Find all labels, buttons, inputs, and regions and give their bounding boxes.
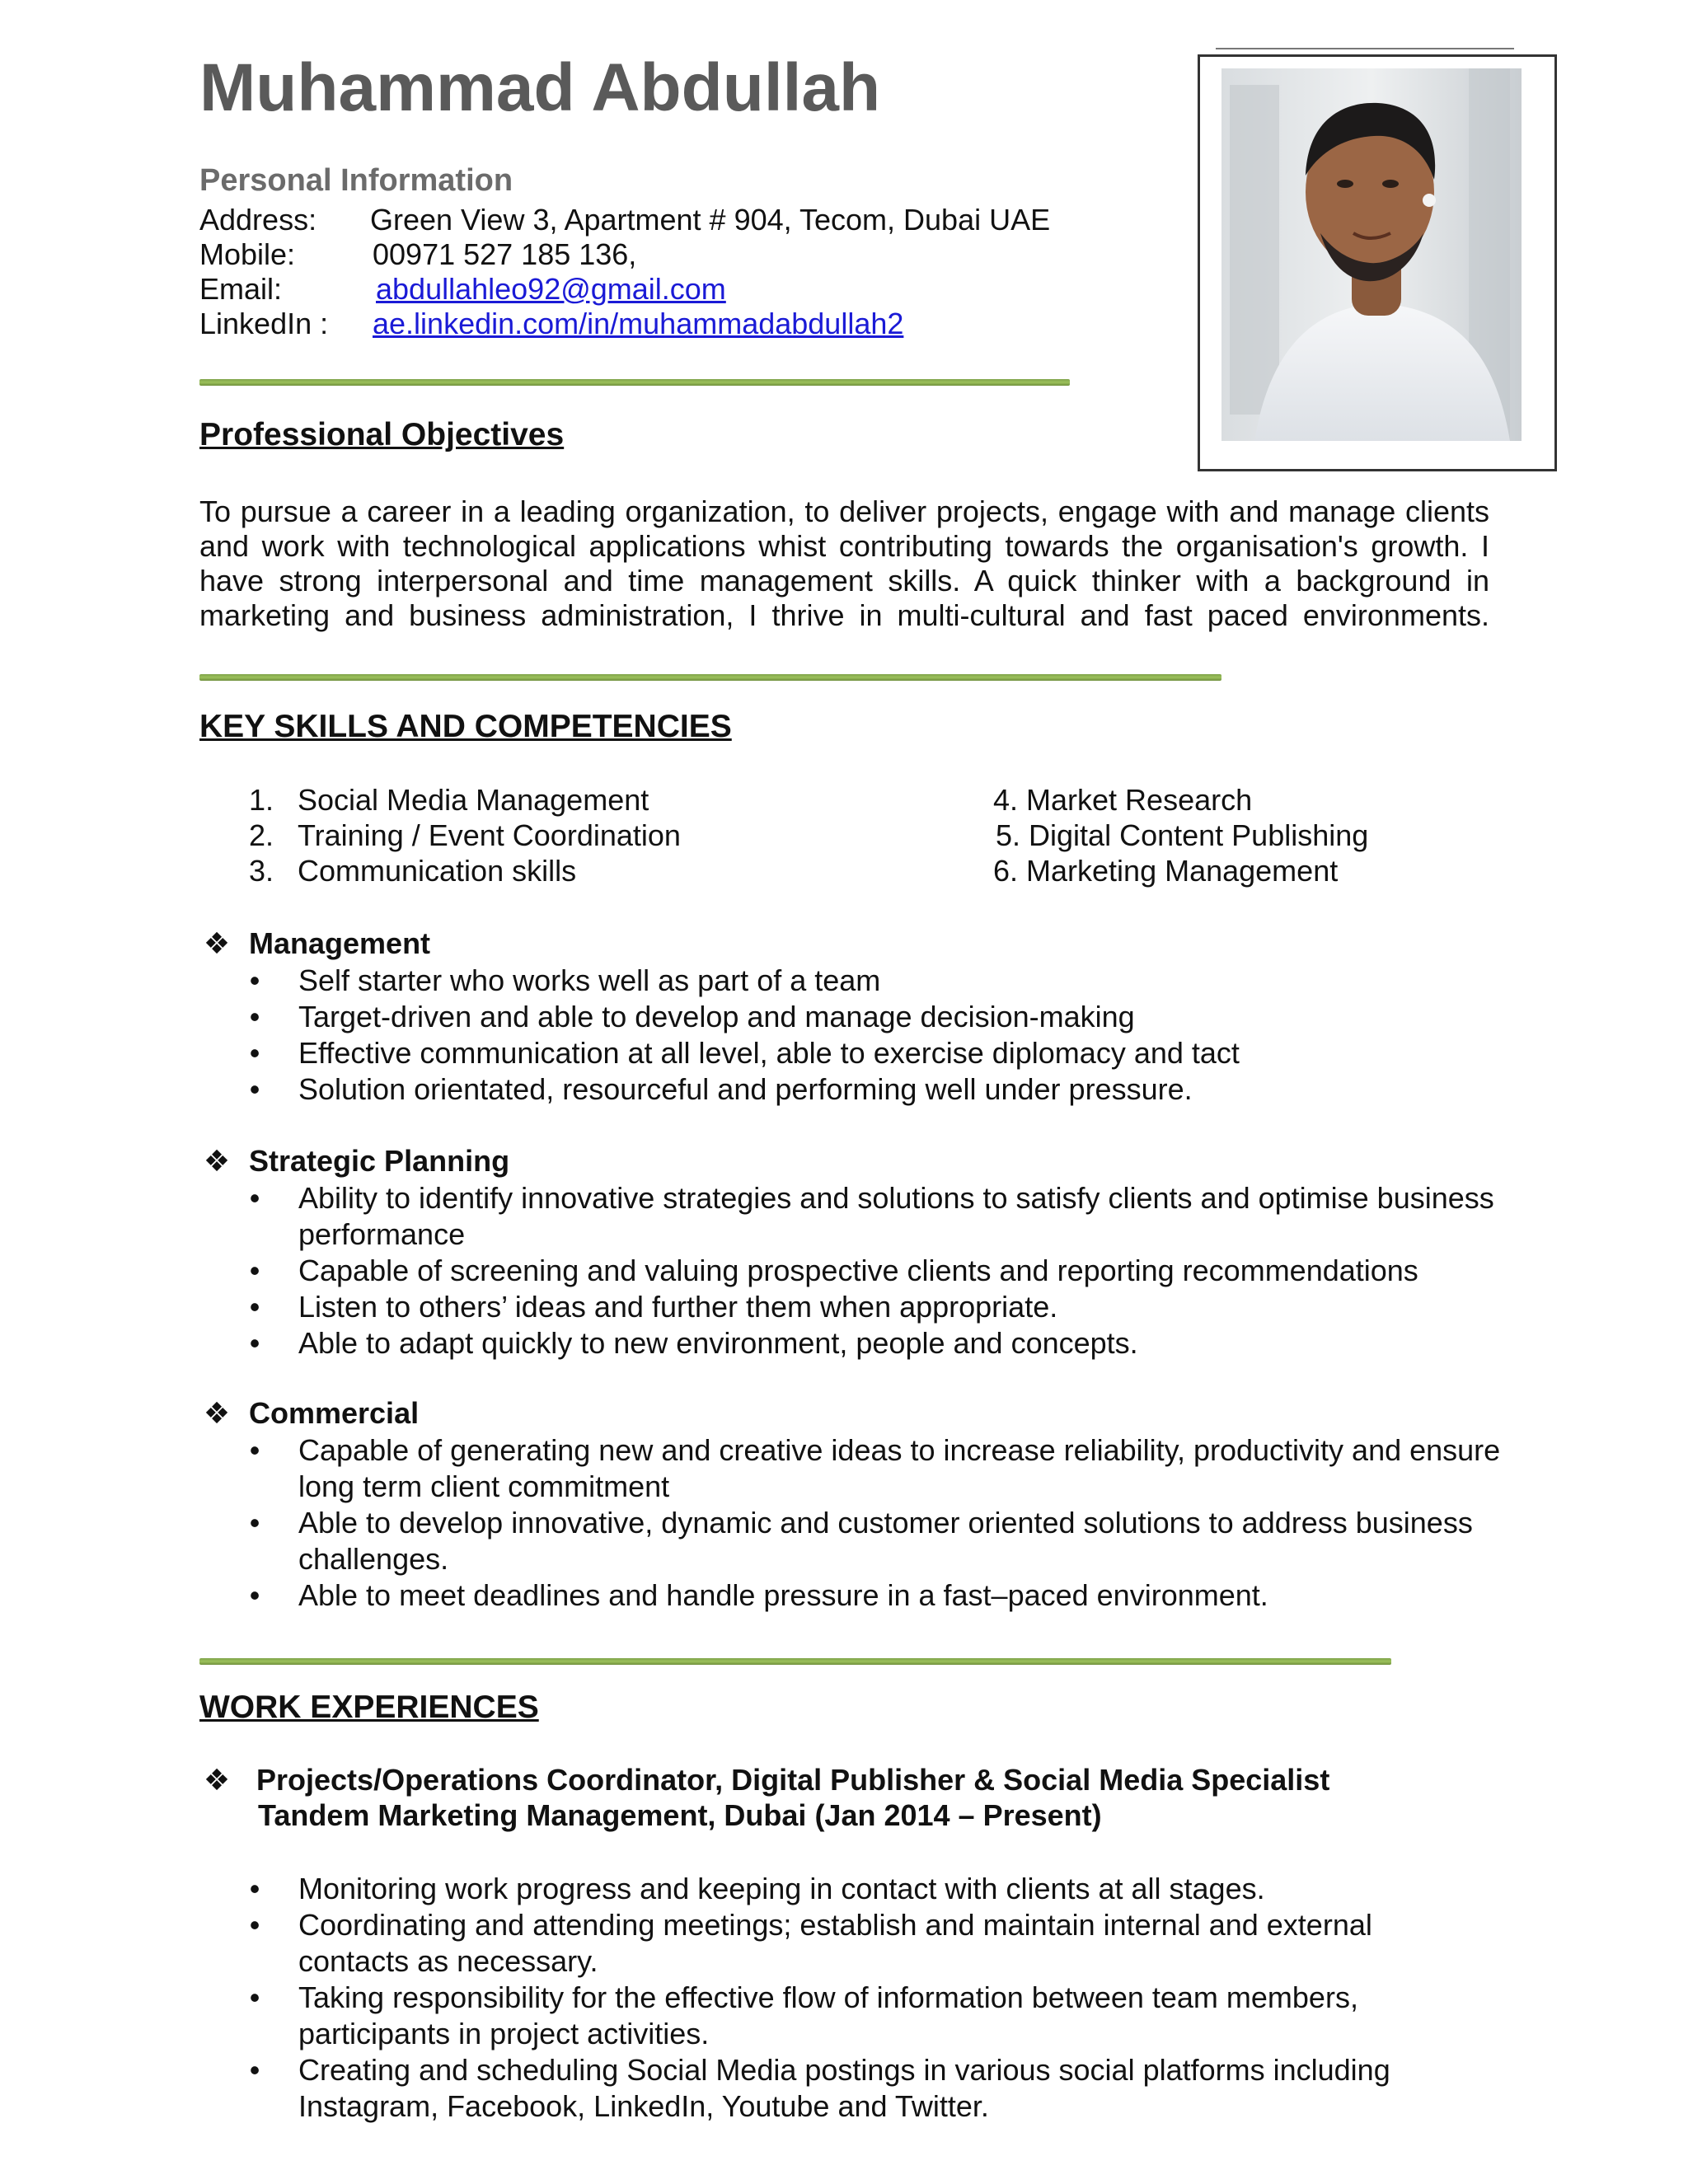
bullet-icon: • <box>249 2053 260 2087</box>
bullet-icon: • <box>249 963 260 997</box>
mobile-label: Mobile: <box>199 237 296 271</box>
bullet-icon: • <box>249 1254 260 1287</box>
bullet-icon: • <box>249 1980 260 2014</box>
category-title: Strategic Planning <box>249 1144 510 1178</box>
list-item: • Capable of generating new and creative ideas to increase reliability, productivity and ensure long term client commitment <box>247 1432 1533 1505</box>
list-item: • Target-driven and able to develop and manage decision-making <box>247 999 1533 1035</box>
address-value: Green View 3, Apartment # 904, Tecom, Dubai UAE <box>370 203 1051 237</box>
candidate-name: Muhammad Abdullah <box>199 50 881 125</box>
work-title: WORK EXPERIENCES <box>199 1690 539 1725</box>
skills-list <box>0 783 1688 898</box>
objective-line: marketing and business administration, I thrive in multi-cultural and fast paced environments. <box>199 598 1489 632</box>
bullet-icon: • <box>249 1072 260 1106</box>
email-label: Email: <box>199 272 283 306</box>
skill-item: Training / Event Coordination <box>298 818 681 852</box>
bullet-icon: • <box>249 1908 260 1942</box>
bullet-icon: • <box>249 1000 260 1033</box>
category-management <box>199 926 430 961</box>
skill-item: 5. Digital Content Publishing <box>996 818 1369 852</box>
objectives-title: Professional Objectives <box>199 417 565 452</box>
list-item: • Able to meet deadlines and handle pressure in a fast–paced environment. <box>247 1577 1533 1614</box>
skill-item: Social Media Management <box>298 783 649 817</box>
job-company: Tandem Marketing Management, Dubai (Jan 2014 – Present) <box>258 1798 1102 1832</box>
objective-text <box>199 494 1489 633</box>
list-item: • Taking responsibility for the effective flow of information between team members, participants in project activities. <box>247 1980 1452 2052</box>
bullet-icon: • <box>249 1036 260 1070</box>
skill-number: 3. <box>249 854 274 888</box>
work-list <box>247 1871 1533 2125</box>
skill-number: 2. <box>249 818 274 852</box>
diamond-bullet-icon: ❖ <box>203 1396 231 1430</box>
diamond-bullet-icon: ❖ <box>203 1144 231 1178</box>
bullet-icon: • <box>249 1326 260 1360</box>
skill-item: 6. Marketing Management <box>993 854 1339 888</box>
bullet-icon: • <box>249 1506 260 1540</box>
objective-line: and work with technological applications whist contributing towards the organisation's growth. I <box>199 529 1489 563</box>
list-item: • Able to adapt quickly to new environment, people and concepts. <box>247 1325 1533 1361</box>
bullet-icon: • <box>249 1181 260 1215</box>
objective-line: have strong interpersonal and time management skills. A quick thinker with a background in <box>199 564 1489 598</box>
linkedin-link[interactable]: ae.linkedin.com/in/muhammadabdullah2 <box>373 307 904 340</box>
section-divider <box>199 1658 1391 1665</box>
skill-number: 1. <box>249 783 274 817</box>
email-link[interactable]: abdullahleo92@gmail.com <box>376 272 726 306</box>
address-row <box>199 203 1106 239</box>
category-strategic-planning <box>199 1144 509 1179</box>
photo-top-line <box>1216 48 1514 49</box>
category-title: Commercial <box>249 1396 420 1430</box>
linkedin-label: LinkedIn : <box>199 307 329 340</box>
list-item: • Listen to others’ ideas and further them when appropriate. <box>247 1289 1533 1325</box>
list-item: • Effective communication at all level, able to exercise diplomacy and tact <box>247 1035 1533 1071</box>
commercial-list <box>247 1432 1533 1614</box>
skills-title: KEY SKILLS AND COMPETENCIES <box>199 709 732 744</box>
section-divider <box>199 674 1221 681</box>
bullet-icon: • <box>249 1433 260 1467</box>
management-list <box>247 963 1533 1108</box>
profile-photo-frame <box>1198 54 1557 471</box>
skill-item: 4. Market Research <box>993 783 1253 817</box>
bullet-icon: • <box>249 1290 260 1324</box>
address-label: Address: <box>199 203 317 237</box>
personal-info-heading: Personal Information <box>199 163 513 198</box>
skill-item: Communication skills <box>298 854 577 888</box>
list-item: • Ability to identify innovative strategies and solutions to satisfy clients and optimise business performance <box>247 1180 1533 1253</box>
job-header <box>199 1762 1329 1833</box>
category-title: Management <box>249 926 431 960</box>
list-item: • Coordinating and attending meetings; establish and maintain internal and external contacts as necessary. <box>247 1907 1452 1980</box>
mobile-row <box>199 237 1106 274</box>
linkedin-row <box>199 307 1106 343</box>
list-item: • Solution orientated, resourceful and performing well under pressure. <box>247 1071 1533 1108</box>
list-item: • Self starter who works well as part of a team <box>247 963 1533 999</box>
email-row <box>199 272 1106 308</box>
profile-photo <box>1221 68 1522 441</box>
objective-line: To pursue a career in a leading organization, to deliver projects, engage with and manage clients <box>199 494 1489 528</box>
diamond-bullet-icon: ❖ <box>203 1763 231 1797</box>
bullet-icon: • <box>249 1872 260 1905</box>
section-divider <box>199 379 1070 386</box>
mobile-value: 00971 527 185 136, <box>373 237 637 271</box>
strategic-list <box>247 1180 1533 1361</box>
list-item: • Creating and scheduling Social Media postings in various social platforms including Instagram, Facebook, LinkedIn, Youtube and Twitter. <box>247 2052 1485 2125</box>
list-item: • Capable of screening and valuing prospective clients and reporting recommendations <box>247 1253 1533 1289</box>
bullet-icon: • <box>249 1578 260 1612</box>
category-commercial <box>199 1396 419 1431</box>
job-title: Projects/Operations Coordinator, Digital Publisher & Social Media Specialist <box>256 1763 1330 1797</box>
diamond-bullet-icon: ❖ <box>203 926 231 960</box>
list-item: • Monitoring work progress and keeping in contact with clients at all stages. <box>247 1871 1533 1907</box>
list-item: • Able to develop innovative, dynamic and customer oriented solutions to address business challenges. <box>247 1505 1533 1577</box>
